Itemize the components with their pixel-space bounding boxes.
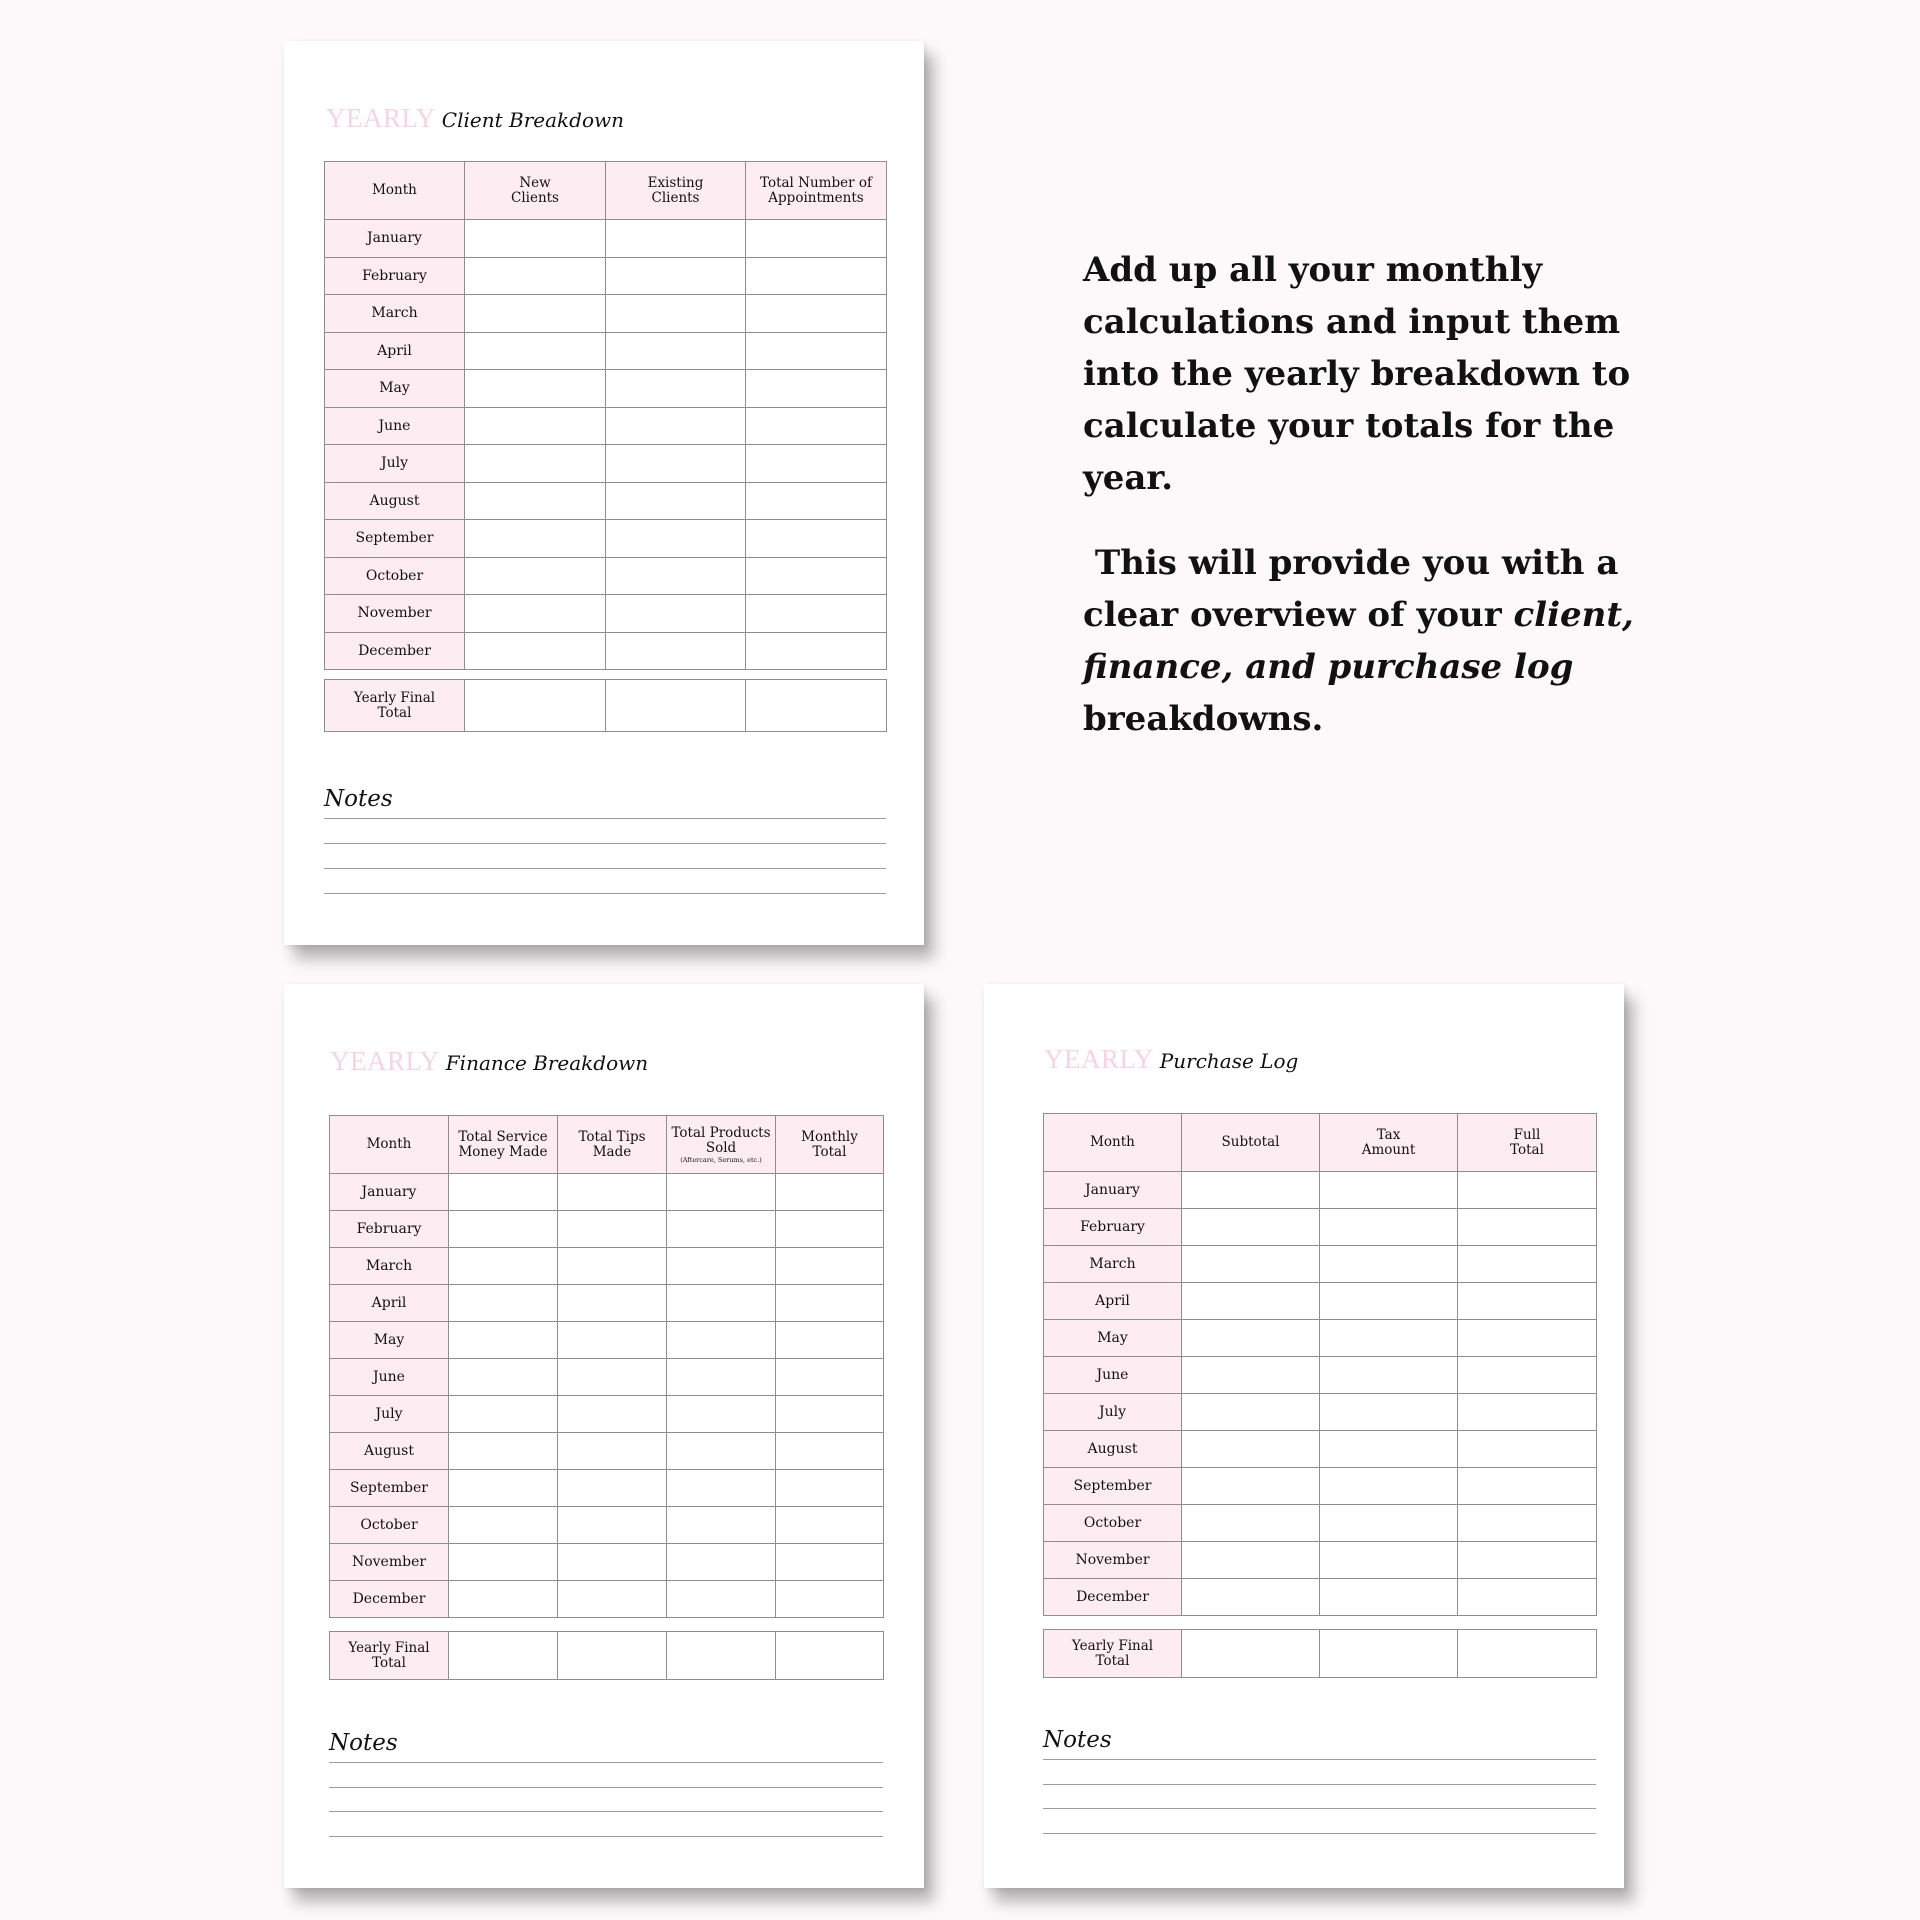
month-label: October bbox=[325, 557, 465, 595]
entry-cell[interactable] bbox=[667, 1433, 776, 1470]
column-header bbox=[1458, 1114, 1597, 1172]
month-label: August bbox=[325, 482, 465, 520]
entry-cell[interactable] bbox=[465, 332, 606, 370]
description-p2-emphasis: client, finance, and purchase log bbox=[1083, 595, 1634, 687]
products-subnote: (Aftercare, Serums, etc.) bbox=[680, 1155, 762, 1164]
table-row bbox=[1044, 1283, 1597, 1320]
entry-cell[interactable] bbox=[1182, 1283, 1320, 1320]
entry-cell[interactable] bbox=[1182, 1172, 1320, 1209]
entry-cell[interactable] bbox=[465, 445, 606, 483]
column-header bbox=[606, 162, 746, 220]
table-row bbox=[1044, 1172, 1597, 1209]
table-row bbox=[325, 295, 887, 333]
month-label: September bbox=[1044, 1468, 1182, 1505]
entry-cell[interactable] bbox=[776, 1174, 884, 1211]
table-row bbox=[325, 370, 887, 408]
entry-cell[interactable] bbox=[776, 1544, 884, 1581]
finance-breakdown-sheet bbox=[284, 984, 924, 1888]
entry-cell[interactable] bbox=[1182, 1431, 1320, 1468]
month-label: December bbox=[330, 1581, 449, 1618]
entry-cell[interactable] bbox=[606, 295, 746, 333]
entry-cell[interactable] bbox=[449, 1433, 558, 1470]
month-label: April bbox=[330, 1285, 449, 1322]
yearly-label: YEARLY bbox=[1044, 1044, 1154, 1074]
entry-cell[interactable] bbox=[449, 1396, 558, 1433]
entry-cell[interactable] bbox=[746, 257, 887, 295]
entry-cell[interactable] bbox=[606, 332, 746, 370]
entry-cell[interactable] bbox=[776, 1285, 884, 1322]
column-header bbox=[776, 1116, 884, 1174]
column-header bbox=[558, 1116, 667, 1174]
column-header-text: Monthly Total bbox=[801, 1128, 858, 1160]
entry-cell[interactable] bbox=[558, 1396, 667, 1433]
month-label: April bbox=[1044, 1283, 1182, 1320]
entry-cell[interactable] bbox=[558, 1433, 667, 1470]
table-row bbox=[330, 1322, 884, 1359]
note-line[interactable] bbox=[324, 893, 886, 894]
yearly-label: YEARLY bbox=[330, 1046, 440, 1076]
column-header bbox=[667, 1116, 776, 1174]
table-row bbox=[1044, 1357, 1597, 1394]
month-label: May bbox=[330, 1322, 449, 1359]
entry-cell[interactable] bbox=[606, 557, 746, 595]
total-cell[interactable] bbox=[1458, 1630, 1597, 1678]
month-label: November bbox=[325, 595, 465, 633]
total-cell[interactable] bbox=[449, 1632, 558, 1680]
month-label: May bbox=[325, 370, 465, 408]
table-row bbox=[1044, 1209, 1597, 1246]
table-row bbox=[330, 1433, 884, 1470]
entry-cell[interactable] bbox=[667, 1285, 776, 1322]
table-row bbox=[1044, 1246, 1597, 1283]
month-label: June bbox=[325, 407, 465, 445]
entry-cell[interactable] bbox=[746, 632, 887, 670]
month-label: December bbox=[1044, 1579, 1182, 1616]
entry-cell[interactable] bbox=[746, 445, 887, 483]
entry-cell[interactable] bbox=[1320, 1542, 1458, 1579]
entry-cell[interactable] bbox=[746, 557, 887, 595]
total-cell[interactable] bbox=[606, 680, 746, 732]
entry-cell[interactable] bbox=[1182, 1468, 1320, 1505]
entry-cell[interactable] bbox=[776, 1581, 884, 1618]
yearly-total-row bbox=[1044, 1630, 1597, 1678]
note-line[interactable] bbox=[329, 1836, 883, 1837]
entry-cell[interactable] bbox=[667, 1581, 776, 1618]
month-label: February bbox=[325, 257, 465, 295]
note-line[interactable] bbox=[324, 868, 886, 869]
entry-cell[interactable] bbox=[1458, 1283, 1597, 1320]
column-header-text: Total Tips Made bbox=[578, 1128, 646, 1160]
entry-cell[interactable] bbox=[449, 1470, 558, 1507]
column-header bbox=[465, 162, 606, 220]
entry-cell[interactable] bbox=[1458, 1468, 1597, 1505]
note-line[interactable] bbox=[1043, 1784, 1596, 1785]
table-row bbox=[330, 1581, 884, 1618]
entry-cell[interactable] bbox=[776, 1248, 884, 1285]
client-breakdown-sheet bbox=[284, 41, 924, 945]
purchase-table bbox=[1043, 1113, 1597, 1616]
month-label: March bbox=[330, 1248, 449, 1285]
total-cell[interactable] bbox=[465, 680, 606, 732]
entry-cell[interactable] bbox=[558, 1322, 667, 1359]
column-header-text: Total Products Sold bbox=[671, 1124, 771, 1156]
description-paragraph-2 bbox=[1083, 537, 1643, 745]
entry-cell[interactable] bbox=[1458, 1542, 1597, 1579]
month-label: September bbox=[330, 1470, 449, 1507]
month-label: March bbox=[325, 295, 465, 333]
entry-cell[interactable] bbox=[465, 632, 606, 670]
entry-cell[interactable] bbox=[606, 445, 746, 483]
entry-cell[interactable] bbox=[667, 1174, 776, 1211]
month-label: August bbox=[330, 1433, 449, 1470]
entry-cell[interactable] bbox=[746, 595, 887, 633]
total-cell[interactable] bbox=[558, 1632, 667, 1680]
table-header-row bbox=[1044, 1114, 1597, 1172]
client-table bbox=[324, 161, 887, 670]
table-row bbox=[1044, 1394, 1597, 1431]
note-line[interactable] bbox=[329, 1787, 883, 1788]
month-column-header bbox=[330, 1116, 449, 1174]
description-p2-end: breakdowns. bbox=[1083, 699, 1324, 739]
entry-cell[interactable] bbox=[449, 1174, 558, 1211]
yearly-total-row bbox=[330, 1632, 884, 1680]
entry-cell[interactable] bbox=[449, 1211, 558, 1248]
entry-cell[interactable] bbox=[449, 1507, 558, 1544]
entry-cell[interactable] bbox=[1182, 1320, 1320, 1357]
month-label: July bbox=[325, 445, 465, 483]
entry-cell[interactable] bbox=[746, 482, 887, 520]
entry-cell[interactable] bbox=[667, 1470, 776, 1507]
entry-cell[interactable] bbox=[1458, 1320, 1597, 1357]
yearly-total-label: Yearly Final Total bbox=[325, 680, 465, 732]
entry-cell[interactable] bbox=[465, 482, 606, 520]
entry-cell[interactable] bbox=[746, 295, 887, 333]
entry-cell[interactable] bbox=[1320, 1394, 1458, 1431]
month-label: November bbox=[330, 1544, 449, 1581]
column-header-text: Existing Clients bbox=[647, 174, 704, 206]
entry-cell[interactable] bbox=[465, 595, 606, 633]
table-row bbox=[330, 1396, 884, 1433]
finance-table bbox=[329, 1115, 884, 1618]
entry-cell[interactable] bbox=[776, 1396, 884, 1433]
column-header-text: Total Number of Appointments bbox=[760, 174, 872, 206]
entry-cell[interactable] bbox=[558, 1285, 667, 1322]
entry-cell[interactable] bbox=[465, 520, 606, 558]
entry-cell[interactable] bbox=[1458, 1579, 1597, 1616]
table-row bbox=[1044, 1431, 1597, 1468]
entry-cell[interactable] bbox=[746, 332, 887, 370]
column-header bbox=[1182, 1114, 1320, 1172]
entry-cell[interactable] bbox=[1182, 1357, 1320, 1394]
month-label: October bbox=[330, 1507, 449, 1544]
table-row bbox=[325, 632, 887, 670]
entry-cell[interactable] bbox=[1320, 1357, 1458, 1394]
purchase-log-sheet bbox=[984, 984, 1624, 1888]
table-row bbox=[330, 1174, 884, 1211]
entry-cell[interactable] bbox=[776, 1359, 884, 1396]
table-row bbox=[1044, 1579, 1597, 1616]
entry-cell[interactable] bbox=[606, 482, 746, 520]
entry-cell[interactable] bbox=[449, 1285, 558, 1322]
entry-cell[interactable] bbox=[1182, 1579, 1320, 1616]
column-header-text: Month bbox=[372, 182, 417, 198]
entry-cell[interactable] bbox=[449, 1581, 558, 1618]
column-header-text: New Clients bbox=[510, 174, 559, 206]
entry-cell[interactable] bbox=[776, 1433, 884, 1470]
entry-cell[interactable] bbox=[1458, 1431, 1597, 1468]
yearly-label: YEARLY bbox=[326, 103, 436, 133]
column-header bbox=[746, 162, 887, 220]
table-row bbox=[1044, 1505, 1597, 1542]
yearly-total-label: Yearly Final Total bbox=[330, 1632, 449, 1680]
table-header-row bbox=[325, 162, 887, 220]
month-label: August bbox=[1044, 1431, 1182, 1468]
entry-cell[interactable] bbox=[449, 1359, 558, 1396]
column-header-text: Full Total bbox=[1510, 1126, 1544, 1158]
purchase-total-table bbox=[1043, 1629, 1597, 1678]
total-cell[interactable] bbox=[776, 1632, 884, 1680]
month-label: January bbox=[330, 1174, 449, 1211]
entry-cell[interactable] bbox=[1458, 1172, 1597, 1209]
entry-cell[interactable] bbox=[1320, 1172, 1458, 1209]
sheet-subtitle: Client Breakdown bbox=[441, 108, 624, 132]
entry-cell[interactable] bbox=[1458, 1357, 1597, 1394]
table-row bbox=[1044, 1542, 1597, 1579]
finance-total-table bbox=[329, 1631, 884, 1680]
note-line[interactable] bbox=[1043, 1759, 1596, 1760]
entry-cell[interactable] bbox=[1182, 1542, 1320, 1579]
month-label: May bbox=[1044, 1320, 1182, 1357]
notes-title: Notes bbox=[324, 786, 393, 812]
entry-cell[interactable] bbox=[449, 1544, 558, 1581]
month-label: November bbox=[1044, 1542, 1182, 1579]
entry-cell[interactable] bbox=[465, 370, 606, 408]
entry-cell[interactable] bbox=[606, 257, 746, 295]
entry-cell[interactable] bbox=[558, 1507, 667, 1544]
month-label: July bbox=[1044, 1394, 1182, 1431]
sheet-subtitle: Purchase Log bbox=[1159, 1049, 1299, 1073]
column-header bbox=[1320, 1114, 1458, 1172]
month-column-header bbox=[325, 162, 465, 220]
description-text bbox=[1083, 244, 1643, 745]
note-line[interactable] bbox=[324, 818, 886, 819]
entry-cell[interactable] bbox=[1182, 1394, 1320, 1431]
entry-cell[interactable] bbox=[667, 1211, 776, 1248]
month-label: September bbox=[325, 520, 465, 558]
entry-cell[interactable] bbox=[1320, 1431, 1458, 1468]
month-label: December bbox=[325, 632, 465, 670]
entry-cell[interactable] bbox=[746, 407, 887, 445]
table-row bbox=[325, 445, 887, 483]
entry-cell[interactable] bbox=[667, 1322, 776, 1359]
entry-cell[interactable] bbox=[1320, 1246, 1458, 1283]
sheet-subtitle: Finance Breakdown bbox=[445, 1051, 649, 1075]
table-row bbox=[1044, 1320, 1597, 1357]
entry-cell[interactable] bbox=[606, 370, 746, 408]
column-header-text: Tax Amount bbox=[1361, 1126, 1416, 1158]
entry-cell[interactable] bbox=[606, 220, 746, 258]
table-row bbox=[325, 520, 887, 558]
entry-cell[interactable] bbox=[606, 632, 746, 670]
column-header-text: Total Service Money Made bbox=[458, 1128, 548, 1160]
entry-cell[interactable] bbox=[449, 1248, 558, 1285]
notes-title: Notes bbox=[329, 1730, 398, 1756]
entry-cell[interactable] bbox=[1458, 1394, 1597, 1431]
month-label: July bbox=[330, 1396, 449, 1433]
table-row bbox=[1044, 1468, 1597, 1505]
finance-sheet-title bbox=[330, 1046, 648, 1077]
entry-cell[interactable] bbox=[558, 1248, 667, 1285]
note-line[interactable] bbox=[329, 1811, 883, 1812]
total-cell[interactable] bbox=[746, 680, 887, 732]
month-label: June bbox=[1044, 1357, 1182, 1394]
table-header-row bbox=[330, 1116, 884, 1174]
entry-cell[interactable] bbox=[667, 1544, 776, 1581]
table-row bbox=[325, 407, 887, 445]
entry-cell[interactable] bbox=[465, 257, 606, 295]
entry-cell[interactable] bbox=[558, 1470, 667, 1507]
notes-title: Notes bbox=[1043, 1727, 1112, 1753]
entry-cell[interactable] bbox=[465, 220, 606, 258]
table-row bbox=[325, 595, 887, 633]
entry-cell[interactable] bbox=[1458, 1505, 1597, 1542]
entry-cell[interactable] bbox=[606, 520, 746, 558]
total-cell[interactable] bbox=[1320, 1630, 1458, 1678]
month-label: October bbox=[1044, 1505, 1182, 1542]
entry-cell[interactable] bbox=[1182, 1246, 1320, 1283]
entry-cell[interactable] bbox=[1458, 1209, 1597, 1246]
entry-cell[interactable] bbox=[1182, 1209, 1320, 1246]
month-label: March bbox=[1044, 1246, 1182, 1283]
entry-cell[interactable] bbox=[746, 520, 887, 558]
yearly-total-label: Yearly Final Total bbox=[1044, 1630, 1182, 1678]
entry-cell[interactable] bbox=[558, 1359, 667, 1396]
entry-cell[interactable] bbox=[558, 1544, 667, 1581]
entry-cell[interactable] bbox=[465, 557, 606, 595]
entry-cell[interactable] bbox=[558, 1174, 667, 1211]
month-label: January bbox=[325, 220, 465, 258]
entry-cell[interactable] bbox=[1320, 1468, 1458, 1505]
entry-cell[interactable] bbox=[776, 1211, 884, 1248]
entry-cell[interactable] bbox=[1320, 1505, 1458, 1542]
total-cell[interactable] bbox=[667, 1632, 776, 1680]
entry-cell[interactable] bbox=[776, 1507, 884, 1544]
description-paragraph-1: Add up all your monthly calculations and input them into the yearly breakdown to calculate your totals for the year. bbox=[1083, 250, 1631, 498]
total-cell[interactable] bbox=[1182, 1630, 1320, 1678]
entry-cell[interactable] bbox=[667, 1507, 776, 1544]
column-header bbox=[449, 1116, 558, 1174]
table-row bbox=[325, 482, 887, 520]
entry-cell[interactable] bbox=[1320, 1320, 1458, 1357]
month-label: February bbox=[1044, 1209, 1182, 1246]
purchase-sheet-title bbox=[1044, 1044, 1298, 1075]
column-header-text: Subtotal bbox=[1221, 1134, 1280, 1150]
table-row bbox=[330, 1544, 884, 1581]
note-line[interactable] bbox=[329, 1762, 883, 1763]
column-header-text: Month bbox=[366, 1136, 412, 1152]
entry-cell[interactable] bbox=[667, 1248, 776, 1285]
entry-cell[interactable] bbox=[667, 1359, 776, 1396]
table-row bbox=[325, 220, 887, 258]
month-label: June bbox=[330, 1359, 449, 1396]
entry-cell[interactable] bbox=[667, 1396, 776, 1433]
note-line[interactable] bbox=[1043, 1808, 1596, 1809]
note-line[interactable] bbox=[1043, 1833, 1596, 1834]
client-total-table bbox=[324, 679, 887, 732]
entry-cell[interactable] bbox=[558, 1581, 667, 1618]
entry-cell[interactable] bbox=[1320, 1579, 1458, 1616]
table-row bbox=[325, 332, 887, 370]
entry-cell[interactable] bbox=[606, 407, 746, 445]
table-row bbox=[330, 1359, 884, 1396]
entry-cell[interactable] bbox=[1182, 1505, 1320, 1542]
client-sheet-title bbox=[326, 103, 624, 134]
month-label: January bbox=[1044, 1172, 1182, 1209]
note-line[interactable] bbox=[324, 843, 886, 844]
entry-cell[interactable] bbox=[746, 220, 887, 258]
entry-cell[interactable] bbox=[1320, 1209, 1458, 1246]
table-row bbox=[330, 1211, 884, 1248]
month-label: February bbox=[330, 1211, 449, 1248]
table-row bbox=[325, 257, 887, 295]
table-row bbox=[330, 1285, 884, 1322]
description-p2-start: This will provide you with a clear overview of your bbox=[1083, 543, 1619, 635]
entry-cell[interactable] bbox=[606, 595, 746, 633]
column-header-text: Month bbox=[1090, 1134, 1135, 1150]
entry-cell[interactable] bbox=[776, 1322, 884, 1359]
table-row bbox=[330, 1248, 884, 1285]
yearly-total-row bbox=[325, 680, 887, 732]
entry-cell[interactable] bbox=[465, 295, 606, 333]
entry-cell[interactable] bbox=[465, 407, 606, 445]
entry-cell[interactable] bbox=[746, 370, 887, 408]
table-row bbox=[330, 1507, 884, 1544]
entry-cell[interactable] bbox=[558, 1211, 667, 1248]
entry-cell[interactable] bbox=[1320, 1283, 1458, 1320]
table-row bbox=[330, 1470, 884, 1507]
entry-cell[interactable] bbox=[1458, 1246, 1597, 1283]
entry-cell[interactable] bbox=[776, 1470, 884, 1507]
entry-cell[interactable] bbox=[449, 1322, 558, 1359]
month-label: April bbox=[325, 332, 465, 370]
month-column-header bbox=[1044, 1114, 1182, 1172]
table-row bbox=[325, 557, 887, 595]
